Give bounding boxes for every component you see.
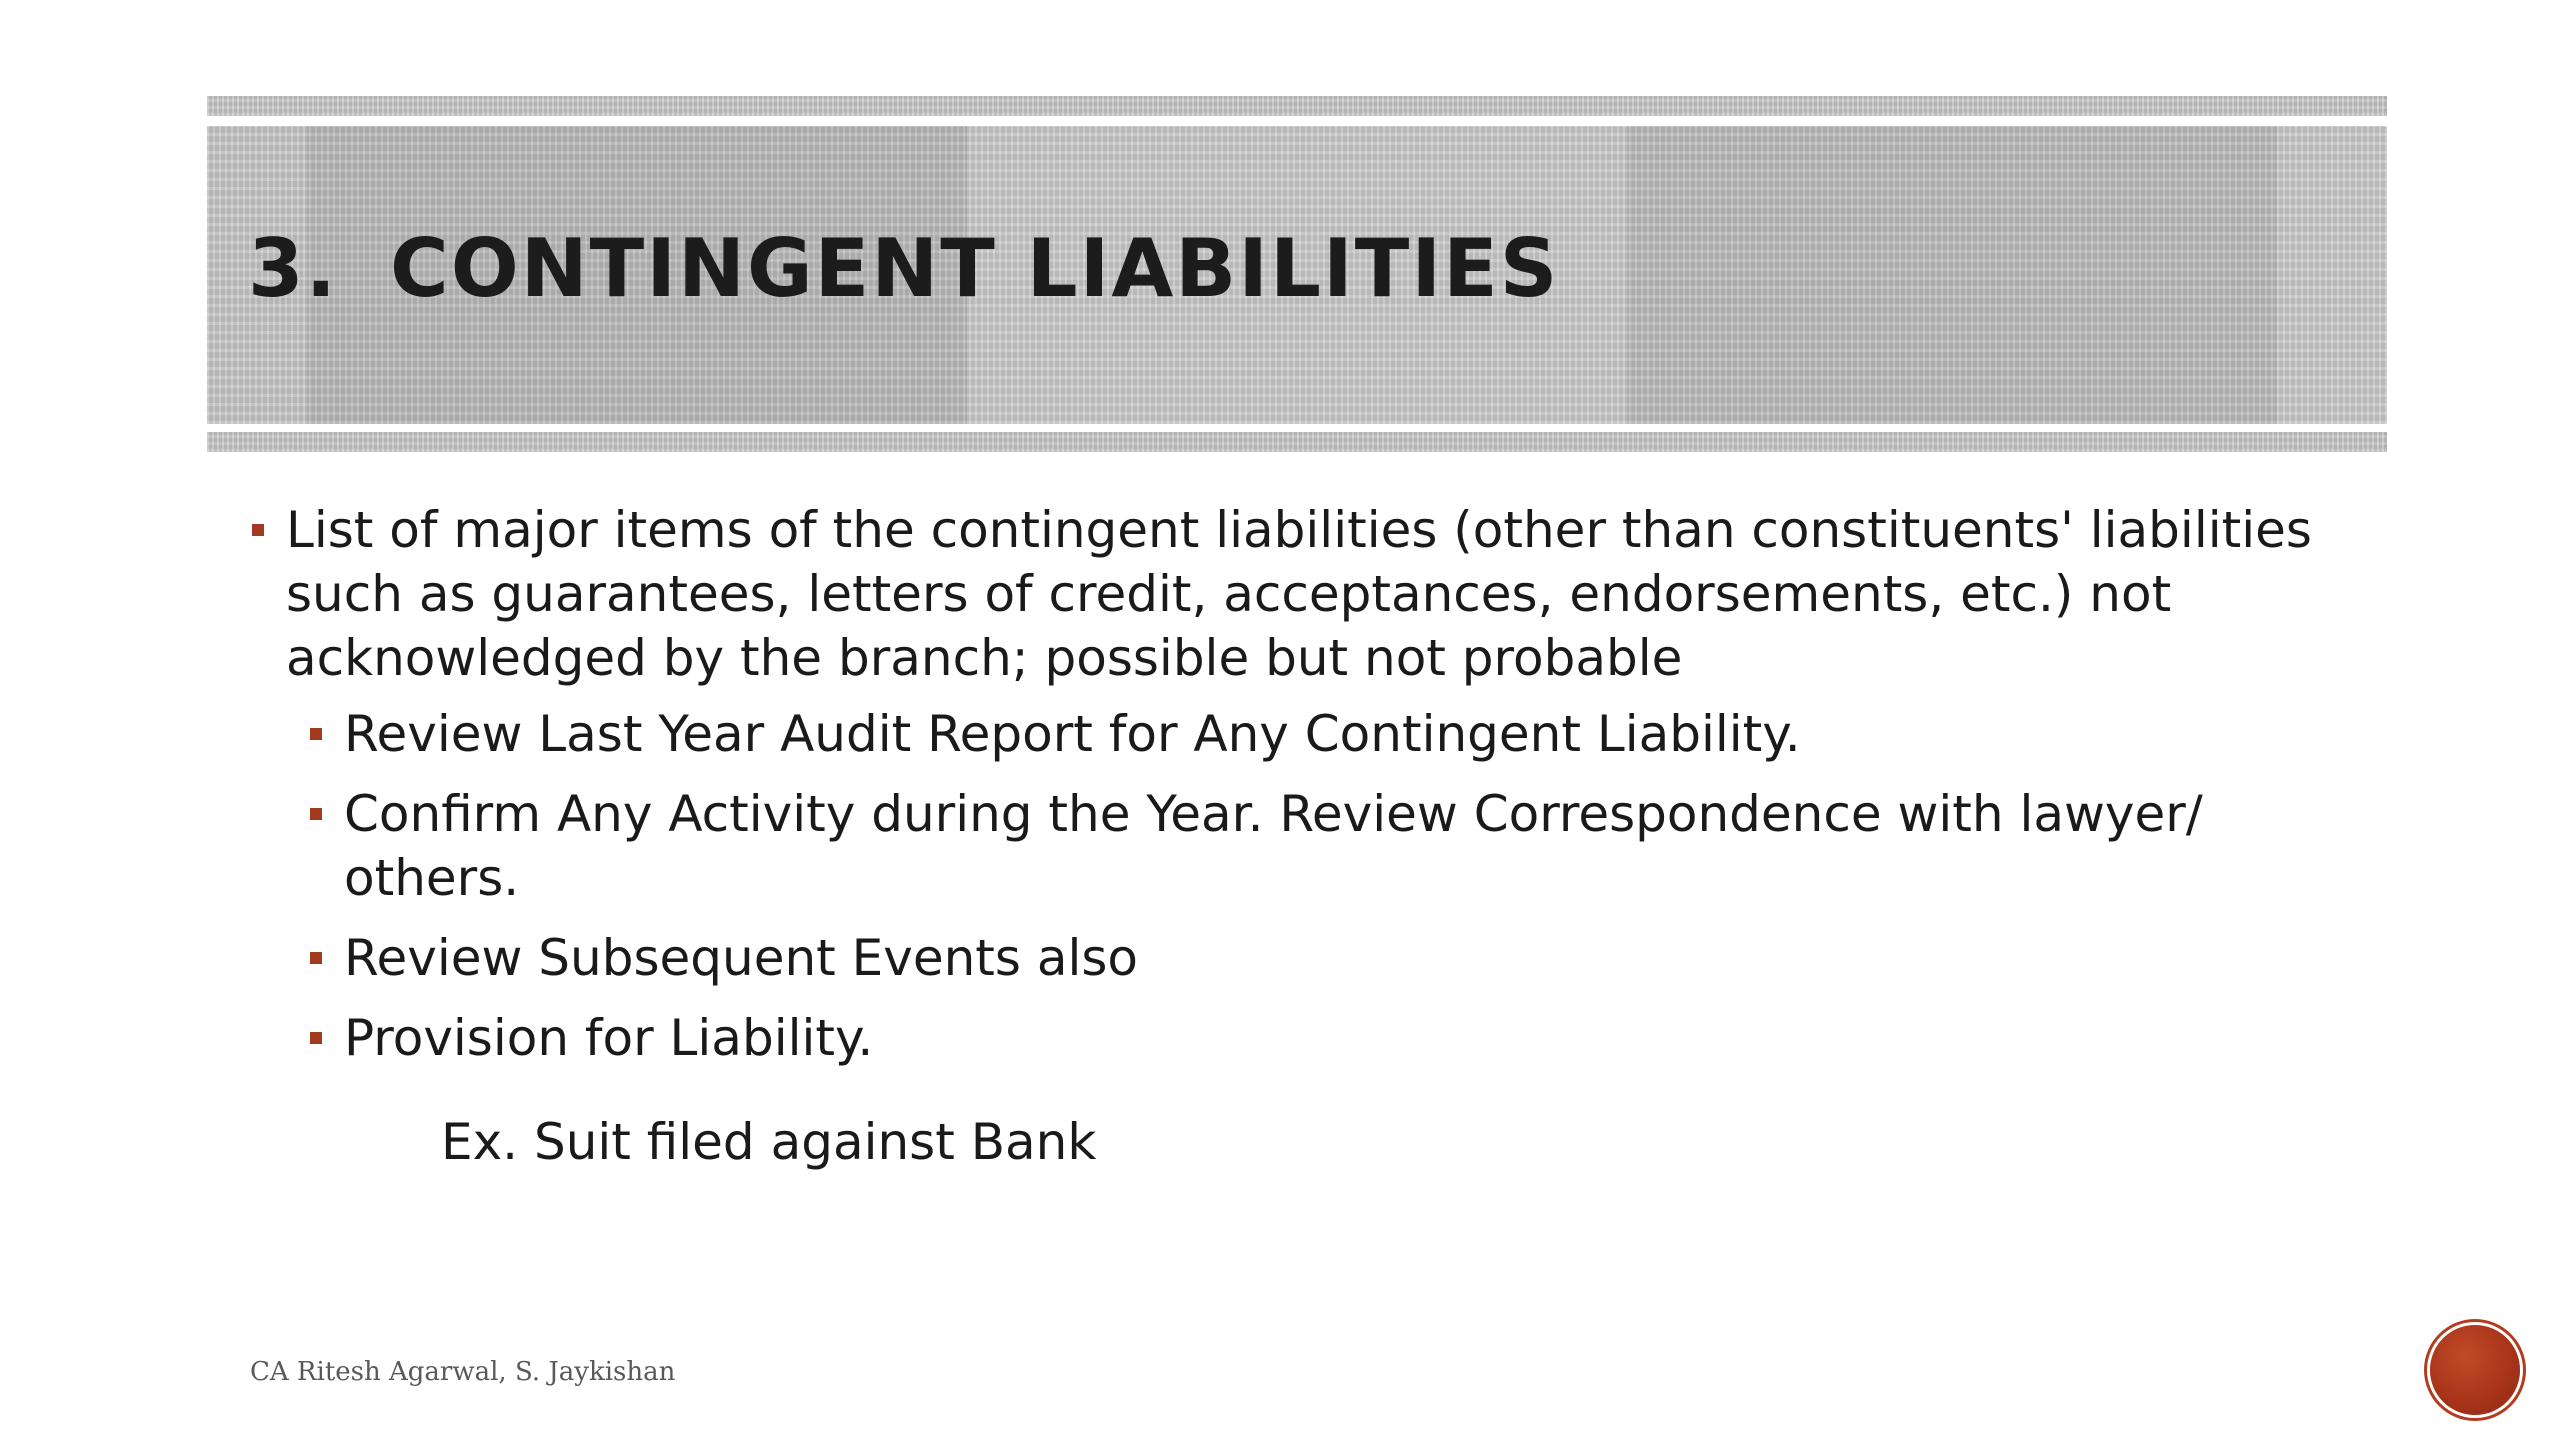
main-bullet-text: List of major items of the contingent liabilities (other than constituents' liabilities such as guarantees, letters of credit, acceptances, endorsements, etc.) not acknowledged by the branch; possible but not probable	[286, 501, 2312, 687]
bullet-square-icon	[310, 1032, 322, 1044]
sub-bullet	[306, 926, 2368, 990]
main-bullet	[248, 498, 2368, 690]
sub-bullet	[306, 1006, 2368, 1070]
bullet-square-icon	[310, 952, 322, 964]
sub-bullet-text: Review Subsequent Events also	[344, 929, 1138, 987]
bullet-square-icon	[252, 524, 264, 536]
title-band-bottom-stripe	[207, 432, 2387, 452]
sub-bullet-text: Confirm Any Activity during the Year. Review Correspondence with lawyer/ others.	[344, 785, 2203, 907]
sub-bullet	[306, 782, 2368, 910]
slide-title	[248, 214, 1559, 324]
bullet-square-icon	[310, 808, 322, 820]
page-number-badge	[2430, 1325, 2520, 1415]
slide-title-number: 3.	[248, 222, 339, 315]
example-text: Ex. Suit filed against Bank	[441, 1113, 1097, 1171]
slide-title-text: CONTINGENT LIABILITIES	[390, 222, 1560, 315]
sub-bullet-list	[248, 702, 2368, 1070]
footer-author: CA Ritesh Agarwal, S. Jaykishan	[250, 1357, 676, 1387]
sub-bullet-text: Provision for Liability.	[344, 1009, 874, 1067]
slide-content	[248, 498, 2368, 1086]
sub-bullet	[306, 702, 2368, 766]
bullet-square-icon	[310, 728, 322, 740]
sub-bullet-text: Review Last Year Audit Report for Any Contingent Liability.	[344, 705, 1801, 763]
title-band-top-stripe	[207, 96, 2387, 116]
